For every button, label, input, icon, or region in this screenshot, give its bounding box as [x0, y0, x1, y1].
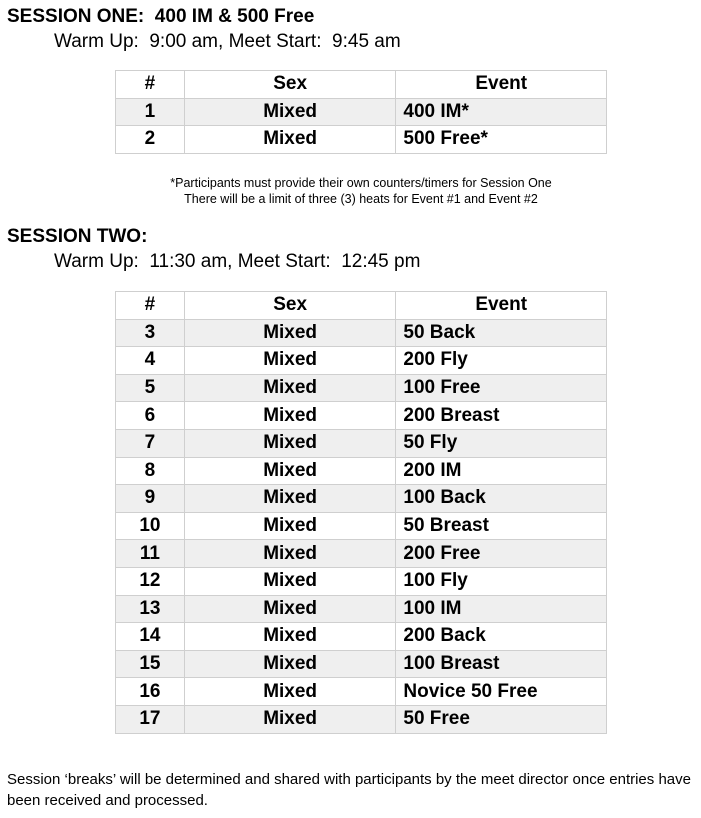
header-num: # [116, 71, 185, 99]
event-sex: Mixed [184, 705, 396, 733]
event-name: Novice 50 Free [396, 678, 607, 706]
table-header-row [116, 292, 607, 320]
session-two-title: SESSION TWO: [7, 226, 148, 247]
event-number: 6 [116, 402, 185, 430]
header-sex: Sex [184, 292, 396, 320]
event-number: 9 [116, 485, 185, 513]
table-row [116, 567, 607, 595]
event-number: 4 [116, 347, 185, 375]
event-name: 500 Free* [396, 126, 607, 154]
event-number: 16 [116, 678, 185, 706]
event-name: 100 Fly [396, 567, 607, 595]
event-number: 1 [116, 98, 185, 126]
event-sex: Mixed [184, 567, 396, 595]
session-one-table [115, 70, 607, 154]
table-row [116, 540, 607, 568]
event-name: 200 IM [396, 457, 607, 485]
header-sex: Sex [184, 71, 396, 99]
event-sex: Mixed [184, 540, 396, 568]
session-one-note-2: There will be a limit of three (3) heats for Event #1 and Event #2 [184, 192, 538, 206]
event-number: 15 [116, 650, 185, 678]
event-sex: Mixed [184, 485, 396, 513]
header-num: # [116, 292, 185, 320]
event-name: 200 Back [396, 623, 607, 651]
table-row [116, 374, 607, 402]
event-name: 100 Free [396, 374, 607, 402]
session-two-table [115, 291, 607, 734]
event-name: 50 Fly [396, 429, 607, 457]
event-sex: Mixed [184, 650, 396, 678]
header-event: Event [396, 292, 607, 320]
header-event: Event [396, 71, 607, 99]
table-row [116, 705, 607, 733]
event-number: 14 [116, 623, 185, 651]
table-row [116, 98, 607, 126]
session-two-warmup: Warm Up: 11:30 am, Meet Start: 12:45 pm [54, 251, 421, 272]
event-number: 17 [116, 705, 185, 733]
table-row [116, 457, 607, 485]
event-name: 200 Breast [396, 402, 607, 430]
event-name: 50 Free [396, 705, 607, 733]
event-name: 50 Back [396, 319, 607, 347]
table-header-row [116, 71, 607, 99]
event-sex: Mixed [184, 512, 396, 540]
event-sex: Mixed [184, 126, 396, 154]
event-number: 3 [116, 319, 185, 347]
table-row [116, 623, 607, 651]
event-number: 7 [116, 429, 185, 457]
event-name: 200 Fly [396, 347, 607, 375]
event-number: 8 [116, 457, 185, 485]
table-row [116, 347, 607, 375]
event-name: 50 Breast [396, 512, 607, 540]
table-row [116, 650, 607, 678]
event-name: 100 Back [396, 485, 607, 513]
event-sex: Mixed [184, 595, 396, 623]
event-number: 10 [116, 512, 185, 540]
table-row [116, 595, 607, 623]
event-number: 11 [116, 540, 185, 568]
session-one-warmup: Warm Up: 9:00 am, Meet Start: 9:45 am [54, 31, 401, 52]
event-number: 2 [116, 126, 185, 154]
event-sex: Mixed [184, 457, 396, 485]
event-name: 400 IM* [396, 98, 607, 126]
table-row [116, 126, 607, 154]
event-sex: Mixed [184, 347, 396, 375]
event-sex: Mixed [184, 98, 396, 126]
event-sex: Mixed [184, 402, 396, 430]
event-number: 13 [116, 595, 185, 623]
event-sex: Mixed [184, 429, 396, 457]
event-number: 12 [116, 567, 185, 595]
table-row [116, 485, 607, 513]
event-sex: Mixed [184, 319, 396, 347]
table-row [116, 402, 607, 430]
table-row [116, 512, 607, 540]
event-sex: Mixed [184, 623, 396, 651]
event-name: 100 Breast [396, 650, 607, 678]
event-sex: Mixed [184, 374, 396, 402]
event-sex: Mixed [184, 678, 396, 706]
table-row [116, 429, 607, 457]
table-row [116, 678, 607, 706]
footer-note: Session ‘breaks’ will be determined and shared with participants by the meet director once entries have been received and processed. [7, 771, 691, 809]
event-name: 100 IM [396, 595, 607, 623]
session-one-title: SESSION ONE: 400 IM & 500 Free [7, 6, 315, 27]
session-one-note-1: *Participants must provide their own counters/timers for Session One [170, 176, 552, 190]
table-row [116, 319, 607, 347]
event-number: 5 [116, 374, 185, 402]
event-name: 200 Free [396, 540, 607, 568]
